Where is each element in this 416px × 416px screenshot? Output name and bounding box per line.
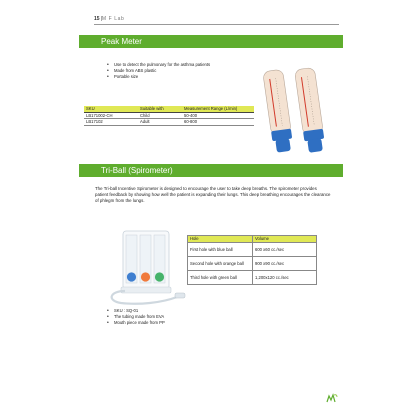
column-header: Measurement Range (L/min) <box>182 106 254 112</box>
page-header <box>94 16 124 22</box>
table-cell: 900 x90 cc./sec <box>253 257 317 271</box>
tri-ball-volume-table <box>187 235 317 285</box>
table-cell: 600 x60 cc./sec <box>253 243 317 257</box>
feature-item: • Made from ABS plastic <box>107 68 210 74</box>
catalog-page <box>79 8 343 408</box>
header-separator: | <box>100 16 102 22</box>
table-cell: Second hole with orange ball <box>188 257 253 271</box>
tri-ball-title: Tri-Ball (Spirometer) <box>101 166 173 175</box>
tri-ball-features <box>107 308 165 326</box>
table-cell: 60-800 <box>182 119 254 126</box>
tri-ball-description: The Tri-ball Incentive Spirometer is designed to encourage the user to take deep breaths. The spirometer provides patient feedback by showing how well the patient is expanding their lungs. This deep breathing encourages the clearance of phlegm from the lungs. <box>95 186 331 204</box>
peak-meter-title: Peak Meter <box>101 37 142 46</box>
tri-ball-spirometer-image <box>105 221 191 305</box>
lab-name: M F Lab <box>101 16 125 22</box>
peak-flow-meter-image <box>254 64 332 159</box>
table-row <box>84 119 254 126</box>
peak-meter-features <box>107 62 210 80</box>
table-cell: LB171002-CH <box>84 112 138 119</box>
column-header: Suitable with <box>138 106 182 112</box>
feature-item: • Mouth piece made from PP <box>107 320 165 326</box>
column-header: Hole <box>188 236 253 243</box>
table-cell: First hole with blue ball <box>188 243 253 257</box>
page-number: 15 <box>94 16 100 22</box>
feature-item: • Portable size <box>107 74 210 80</box>
table-row <box>188 243 317 257</box>
table-cell: 1,200x120 cc./sec <box>253 271 317 285</box>
table-cell: 50-400 <box>182 112 254 119</box>
mf-logo-icon <box>326 393 338 403</box>
peak-meter-section-band <box>79 35 343 48</box>
feature-item: • Use to detect the pulmonary for the asthma patients <box>107 62 210 68</box>
column-header: Volume <box>253 236 317 243</box>
table-cell: Adult <box>138 119 182 126</box>
table-header-row <box>188 236 317 243</box>
table-cell: Third hole with green ball <box>188 271 253 285</box>
column-header: SKU <box>84 106 138 112</box>
table-row <box>188 271 317 285</box>
table-cell: LB17102 <box>84 119 138 126</box>
feature-item: • SKU : SQ-01 <box>107 308 165 314</box>
peak-meter-table <box>84 106 254 126</box>
table-row <box>188 257 317 271</box>
table-cell: Child <box>138 112 182 119</box>
feature-item: • The tubing made from EVA <box>107 314 165 320</box>
tri-ball-section-band <box>79 164 343 177</box>
header-rule <box>94 24 339 25</box>
